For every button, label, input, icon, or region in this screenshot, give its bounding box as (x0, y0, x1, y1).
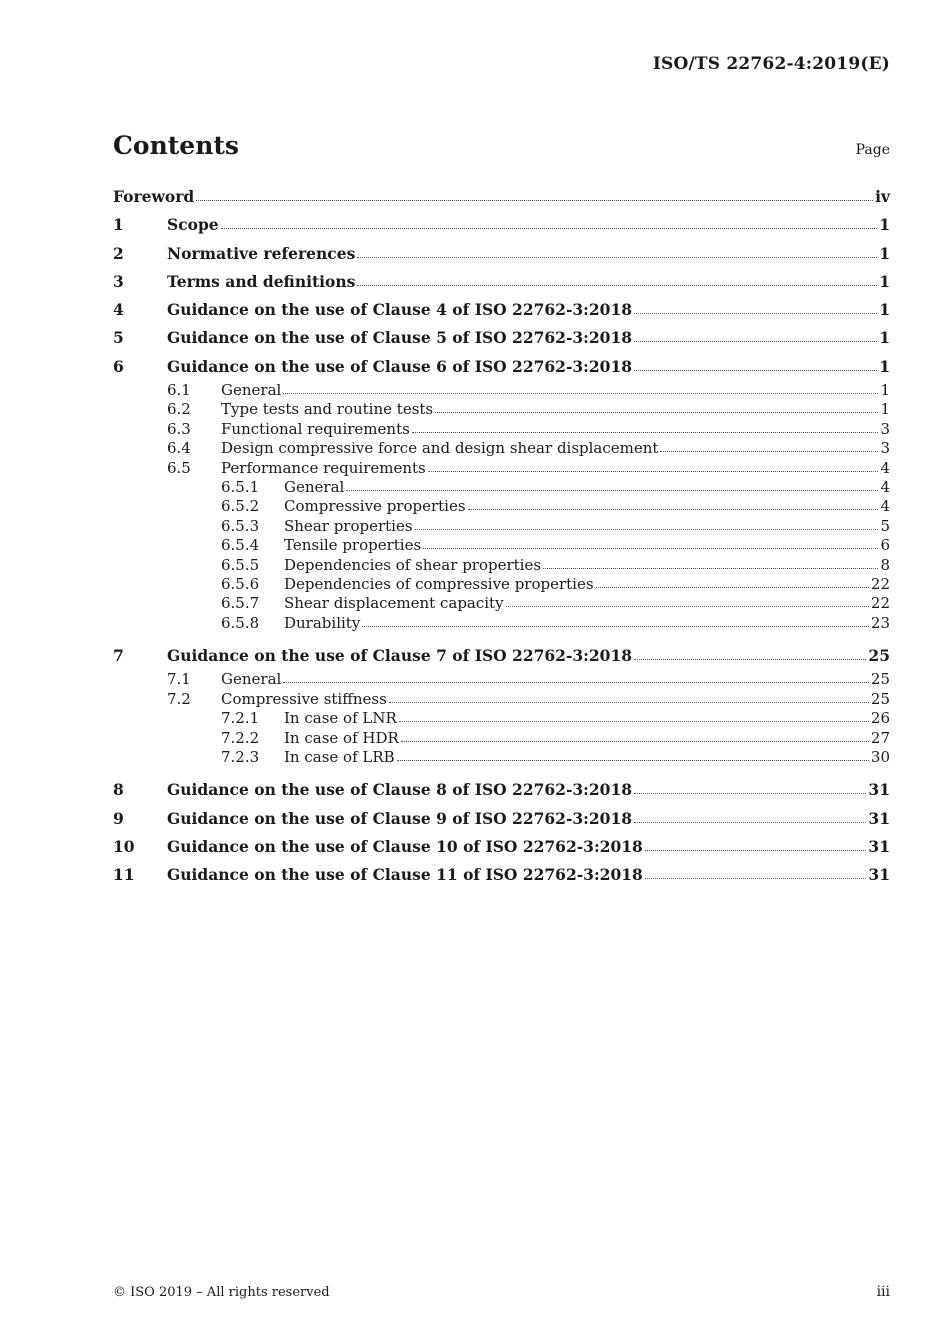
toc-leader-dots (346, 489, 878, 491)
toc-entry-number: 6.5.4 (221, 536, 260, 555)
toc-entry-page: 22 (870, 594, 890, 613)
toc-entry-page: 4 (880, 458, 890, 477)
toc-entry-number: 6.5.3 (221, 516, 260, 535)
toc-clause-entry[interactable] (113, 861, 890, 889)
toc-clause-entry[interactable] (113, 324, 890, 352)
toc-entry-page: 1 (879, 215, 890, 235)
toc-subclause-entry[interactable] (113, 748, 890, 767)
toc-entry-title: Design compressive force and design shear displacement (221, 439, 659, 458)
toc-entry-number: 6.2 (167, 400, 191, 419)
toc-entry-title: Scope (167, 215, 219, 235)
toc-leader-dots (196, 199, 873, 201)
toc-subclause-entry[interactable] (113, 690, 890, 709)
toc-entry-number: 6.5 (167, 458, 191, 477)
toc-entry-number: 2 (113, 243, 124, 263)
toc-leader-dots (428, 470, 879, 472)
toc-entry-title: Guidance on the use of Clause 9 of ISO 22762-3:2018 (167, 808, 633, 828)
toc-clause-entry[interactable] (113, 183, 890, 211)
toc-entry-page: 1 (880, 381, 890, 400)
toc-leader-dots (357, 256, 877, 258)
toc-entry-page: 3 (880, 419, 890, 438)
toc-entry-title: In case of LNR (284, 709, 397, 728)
toc-leader-dots (506, 605, 869, 607)
toc-clause-entry[interactable] (113, 240, 890, 268)
toc-entry-number: 4 (113, 300, 124, 320)
toc-entry-title: Guidance on the use of Clause 6 of ISO 22762-3:2018 (167, 356, 633, 376)
toc-entry-page: 6 (880, 536, 890, 555)
toc-entry-number: 11 (113, 865, 135, 885)
toc-entry-number: 7.2 (167, 689, 191, 708)
toc-subclause-entry[interactable] (113, 575, 890, 594)
toc-clause-entry[interactable] (113, 211, 890, 239)
toc-entry-title: General (221, 670, 282, 689)
toc-entry-number: 6.5.2 (221, 497, 260, 516)
table-of-contents (113, 183, 890, 890)
toc-leader-dots (389, 701, 869, 703)
toc-entry-title: In case of LRB (284, 748, 395, 767)
toc-entry-page: iv (875, 187, 890, 206)
toc-entry-page: 4 (880, 478, 890, 497)
page-column-label: Page (855, 142, 890, 158)
toc-leader-dots (221, 227, 878, 229)
toc-entry-page: 1 (879, 300, 890, 320)
toc-entry-page: 8 (880, 555, 890, 574)
toc-leader-dots (634, 658, 866, 660)
toc-leader-dots (357, 284, 877, 286)
toc-entry-number: 7.1 (167, 670, 191, 689)
toc-entry-number: 7.2.3 (221, 748, 260, 767)
toc-entry-title: Dependencies of shear properties (284, 555, 542, 574)
toc-entry-title: Functional requirements (221, 419, 410, 438)
document-id: ISO/TS 22762-4:2019(E) (652, 54, 890, 74)
toc-entry-page: 1 (879, 328, 890, 348)
toc-entry-page: 26 (870, 709, 890, 728)
toc-subclause-entry[interactable] (113, 381, 890, 400)
toc-entry-number: 7.2.1 (221, 709, 260, 728)
toc-entry-title: Guidance on the use of Clause 11 of ISO 22762-3:2018 (167, 865, 643, 885)
toc-entry-page: 31 (868, 865, 890, 885)
toc-subclause-entry[interactable] (113, 517, 890, 536)
toc-subclause-entry[interactable] (113, 594, 890, 613)
toc-leader-dots (645, 849, 867, 851)
toc-leader-dots (645, 877, 867, 879)
toc-entry-title: Tensile properties (284, 536, 422, 555)
toc-leader-dots (468, 508, 879, 510)
toc-leader-dots (634, 340, 877, 342)
toc-leader-dots (423, 547, 878, 549)
toc-entry-number: 6.1 (167, 381, 191, 400)
toc-leader-dots (634, 312, 877, 314)
toc-entry-page: 31 (868, 808, 890, 828)
toc-entry-number: 1 (113, 215, 124, 235)
toc-entry-number: 8 (113, 780, 124, 800)
toc-entry-title: General (221, 381, 282, 400)
toc-entry-title: Type tests and routine tests (221, 400, 434, 419)
toc-clause-entry[interactable] (113, 833, 890, 861)
toc-entry-title: Terms and definitions (167, 271, 356, 291)
toc-entry-title: Foreword (113, 187, 195, 206)
toc-entry-title: Dependencies of compressive properties (284, 574, 594, 593)
toc-entry-page: 25 (870, 689, 890, 708)
toc-entry-page: 25 (868, 646, 890, 666)
toc-clause-entry[interactable] (113, 296, 890, 324)
toc-entry-title: Compressive stiffness (221, 689, 387, 708)
toc-entry-number: 3 (113, 271, 124, 291)
contents-heading: Contents (113, 131, 240, 160)
toc-entry-page: 31 (868, 837, 890, 856)
toc-subclause-entry[interactable] (113, 497, 890, 516)
toc-leader-dots (283, 392, 878, 394)
toc-leader-dots (415, 528, 879, 530)
toc-entry-number: 6 (113, 356, 124, 376)
toc-entry-title: Guidance on the use of Clause 7 of ISO 22762-3:2018 (167, 646, 633, 666)
toc-subclause-entry[interactable] (113, 420, 890, 439)
toc-leader-dots (596, 586, 869, 588)
toc-leader-dots (634, 369, 877, 371)
toc-leader-dots (543, 567, 878, 569)
toc-subclause-entry[interactable] (113, 478, 890, 497)
toc-entry-title: Shear displacement capacity (284, 594, 504, 613)
toc-entry-number: 5 (113, 328, 124, 348)
toc-leader-dots (435, 411, 878, 413)
toc-entry-page: 1 (879, 243, 890, 263)
toc-clause-entry[interactable] (113, 353, 890, 381)
toc-subclause-entry[interactable] (113, 556, 890, 575)
toc-entry-title: In case of HDR (284, 728, 399, 747)
toc-clause-entry[interactable] (113, 642, 890, 670)
toc-subclause-entry[interactable] (113, 614, 890, 633)
toc-entry-number: 7.2.2 (221, 728, 260, 747)
toc-leader-dots (283, 681, 869, 683)
toc-entry-page: 27 (870, 728, 890, 747)
toc-clause-entry[interactable] (113, 776, 890, 804)
toc-subclause-entry[interactable] (113, 459, 890, 478)
toc-entry-title: Compressive properties (284, 497, 466, 516)
toc-entry-number: 9 (113, 808, 124, 828)
toc-subclause-entry[interactable] (113, 670, 890, 689)
toc-subclause-entry[interactable] (113, 536, 890, 555)
toc-subclause-entry[interactable] (113, 439, 890, 458)
toc-entry-number: 6.5.5 (221, 555, 260, 574)
toc-entry-number: 6.5.1 (221, 478, 260, 497)
toc-entry-number: 6.5.7 (221, 594, 260, 613)
toc-entry-number: 6.4 (167, 439, 191, 458)
toc-entry-number: 6.5.6 (221, 574, 260, 593)
toc-clause-entry[interactable] (113, 268, 890, 296)
toc-entry-page: 25 (870, 670, 890, 689)
toc-leader-dots (362, 625, 869, 627)
toc-entry-title: Guidance on the use of Clause 4 of ISO 22762-3:2018 (167, 300, 633, 320)
toc-entry-title: Normative references (167, 243, 356, 263)
toc-leader-dots (399, 720, 869, 722)
toc-entry-page: 1 (880, 400, 890, 419)
toc-clause-entry[interactable] (113, 805, 890, 833)
toc-entry-title: Guidance on the use of Clause 8 of ISO 22762-3:2018 (167, 780, 633, 800)
toc-entry-number: 6.5.8 (221, 613, 260, 632)
toc-entry-page: 22 (870, 574, 890, 593)
toc-entry-page: 4 (880, 497, 890, 516)
toc-entry-number: 6.3 (167, 419, 191, 438)
toc-entry-title: General (284, 478, 345, 497)
toc-entry-page: 5 (880, 516, 890, 535)
toc-leader-dots (634, 821, 866, 823)
toc-leader-dots (401, 740, 869, 742)
toc-entry-title: Durability (284, 613, 361, 632)
toc-subclause-entry[interactable] (113, 709, 890, 728)
toc-entry-page: 31 (868, 780, 890, 800)
toc-entry-number: 7 (113, 646, 124, 666)
footer-page-number: iii (876, 1284, 890, 1300)
toc-entry-title: Shear properties (284, 516, 413, 535)
toc-subclause-entry[interactable] (113, 729, 890, 748)
toc-leader-dots (397, 759, 869, 761)
footer-copyright: © ISO 2019 – All rights reserved (113, 1285, 330, 1300)
toc-entry-page: 3 (880, 439, 890, 458)
toc-entry-page: 1 (879, 271, 890, 291)
toc-entry-title: Guidance on the use of Clause 5 of ISO 22762-3:2018 (167, 328, 633, 348)
toc-leader-dots (412, 431, 879, 433)
toc-entry-page: 1 (879, 356, 890, 376)
toc-entry-page: 23 (870, 613, 890, 632)
toc-leader-dots (634, 792, 866, 794)
toc-leader-dots (660, 450, 878, 452)
toc-entry-number: 10 (113, 837, 135, 856)
toc-subclause-entry[interactable] (113, 400, 890, 419)
toc-entry-title: Guidance on the use of Clause 10 of ISO 22762-3:2018 (167, 837, 643, 856)
toc-entry-page: 30 (870, 748, 890, 767)
toc-entry-title: Performance requirements (221, 458, 426, 477)
